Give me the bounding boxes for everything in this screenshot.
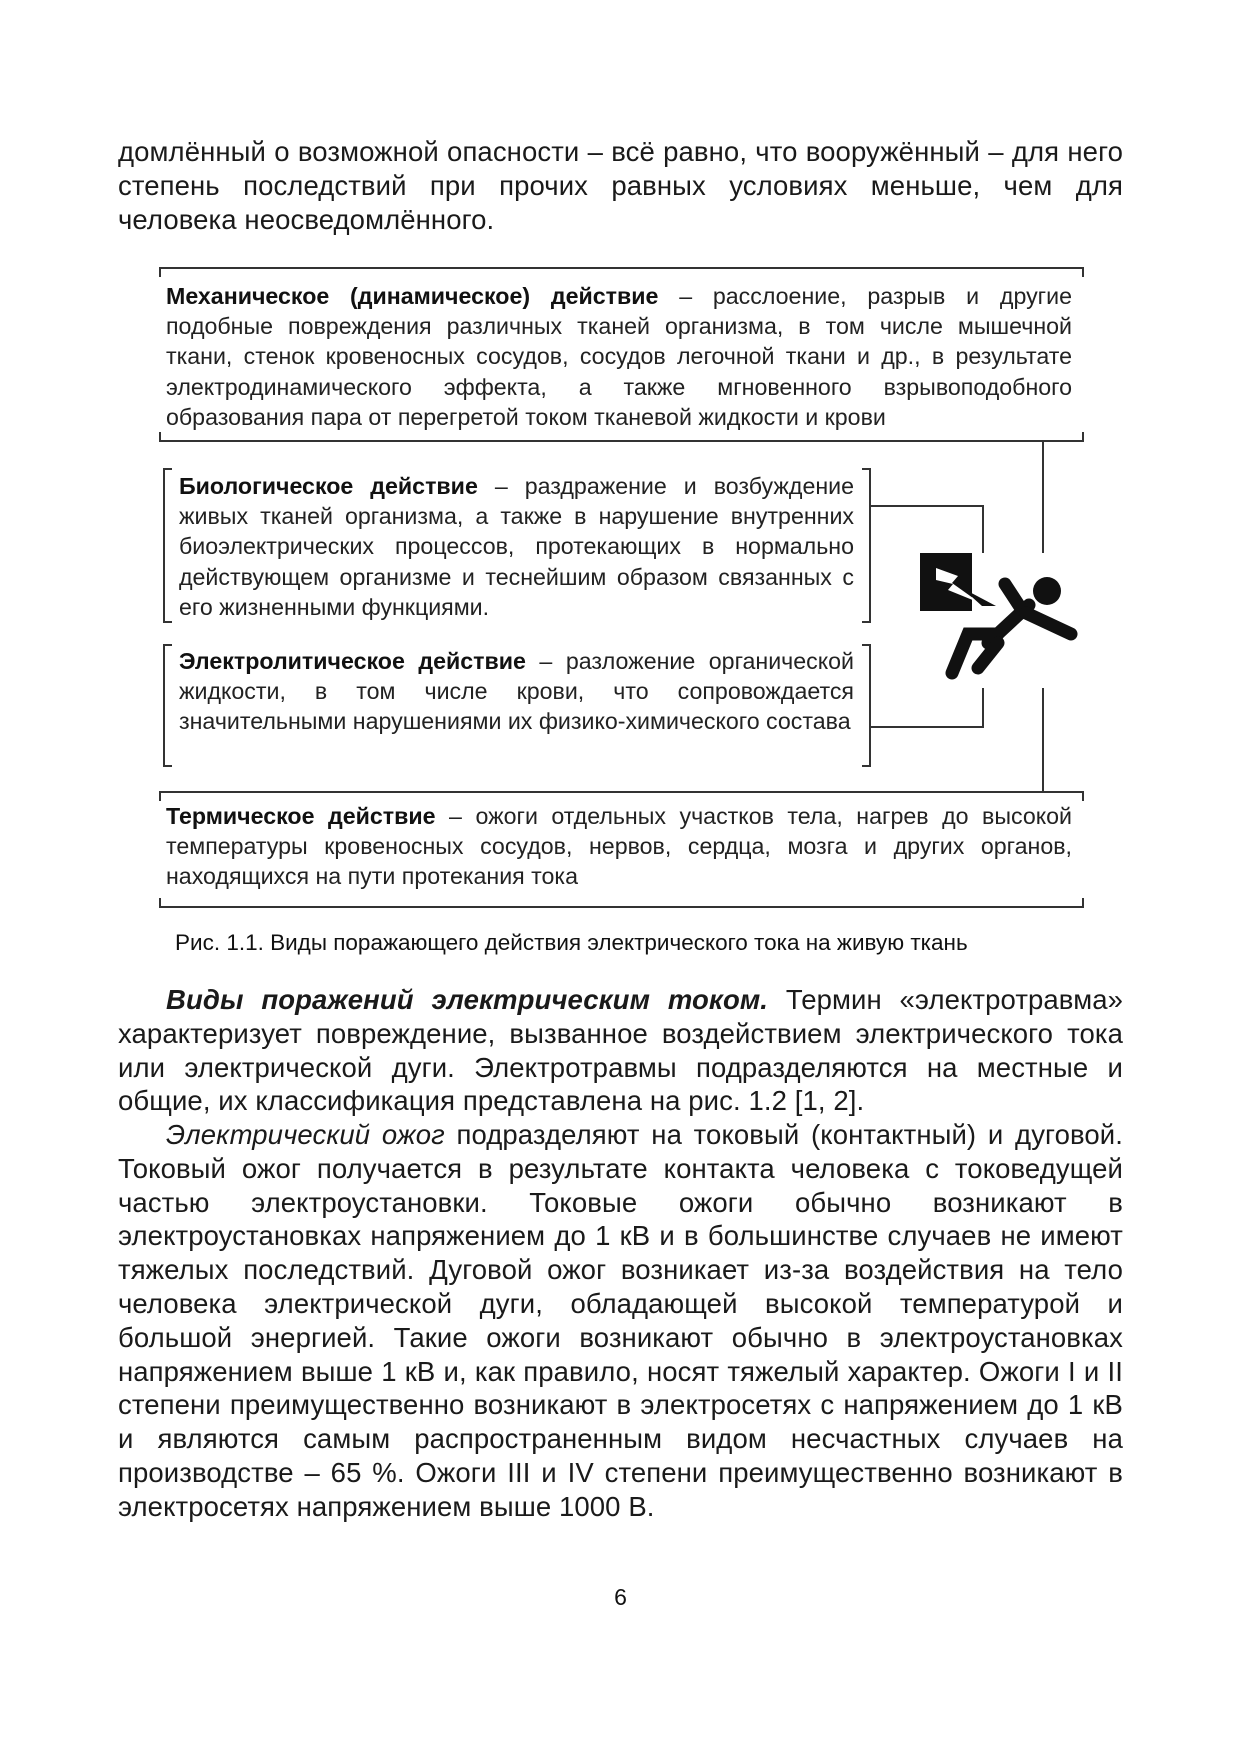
section-p2-term: Электрический ожог: [166, 1119, 445, 1150]
mechanical-bracket-bottom: [160, 432, 1083, 441]
electric-shock-hazard-icon: [920, 553, 1071, 673]
mechanical-description: [166, 281, 1072, 432]
electrolytic-text: – разложение органической жидкости, в том числе крови, что сопровождается значительными нарушениями их физико-химического состава: [179, 648, 854, 735]
thermal-text: – ожоги отдельных участков тела, нагрев до высокой температуры кровеносных сосудов, нервов, сердца, мозга и других органов, находящихся на пути протекания тока: [166, 803, 1073, 890]
thermal-title: Термическое действие: [166, 803, 436, 829]
thermal-bracket-bottom: [160, 898, 1083, 907]
biological-bracket-right: [862, 469, 870, 622]
mechanical-title: Механическое (динамическое) действие: [166, 283, 659, 309]
section-paragraph-2: [118, 1118, 1123, 1524]
section-p1-text: Термин «электротравма» характеризует повреждение, вызванное воздействием электрического тока или электрической дуги. Электротравмы подразделяются на местные и общие, их классификация представлена на рис. 1.2 [1, 2].: [118, 984, 1123, 1117]
biological-description: [179, 471, 854, 622]
thermal-description: [166, 801, 1072, 892]
figure-caption: Рис. 1.1. Виды поражающего действия электрического тока на живую ткань: [175, 930, 968, 955]
mechanical-bracket-top: [160, 268, 1083, 277]
biological-text: – раздражение и возбуждение живых тканей организма, а также в нарушение внутренних биоэлектрических процессов, протекающих в нормально действующем организме и теснейшим образом связанных с его жизненными функциями.: [179, 473, 854, 620]
electrolytic-bracket-right: [862, 645, 870, 766]
connector-electrolytic: [870, 688, 983, 727]
electrolytic-description: [179, 646, 854, 737]
page-number: 6: [614, 1584, 627, 1610]
connector-biological: [870, 506, 983, 553]
electrolytic-title: Электролитическое действие: [179, 648, 526, 674]
intro-text: домлённый о возможной опасности – всё равно, что вооружённый – для него степень последствий при прочих равных условиях меньше, чем для человека неосведомлённого.: [118, 136, 1123, 235]
mechanical-text: – расслоение, разрыв и другие подобные повреждения различных тканей организма, в том числе мышечной ткани, стенок кровеносных сосудов, сосудов легочной ткани и др., в результате электродинамического эффекта, а также мгновенного взрывоподобного образования пара от перегретой током тканевой жидкости и крови: [166, 283, 1072, 430]
electrolytic-bracket-left: [164, 645, 172, 766]
biological-bracket-left: [164, 469, 172, 622]
section-p2-text: подразделяют на токовый (контактный) и дуговой. Токовый ожог получается в результате контакта человека с токоведущей частью электроустановки. Токовые ожоги обычно возникают в электроустановках напряжением до 1 кВ и в большинстве случаев не имеют тяжелых последствий. Дуговой ожог возникает из-за воздействия на тело человека электрической дуги, обладающей высокой температурой и большой энергией. Такие ожоги возникают обычно в электроустановках напряжением выше 1 кВ и, как правило, носят тяжелый характер. Ожоги I и II степени преимущественно возникают в электросетях с напряжением до 1 кВ и являются самым распространенным видом несчастных случаев на производстве – 65 %. Ожоги III и IV степени преимущественно возникают в электросетях напряжением выше 1000 В.: [118, 1119, 1123, 1522]
intro-paragraph: [118, 135, 1123, 236]
section-heading: Виды поражений электрическим током.: [166, 984, 769, 1015]
biological-title: Биологическое действие: [179, 473, 478, 499]
thermal-bracket-top: [160, 792, 1083, 801]
section-paragraph-1: [118, 983, 1123, 1118]
